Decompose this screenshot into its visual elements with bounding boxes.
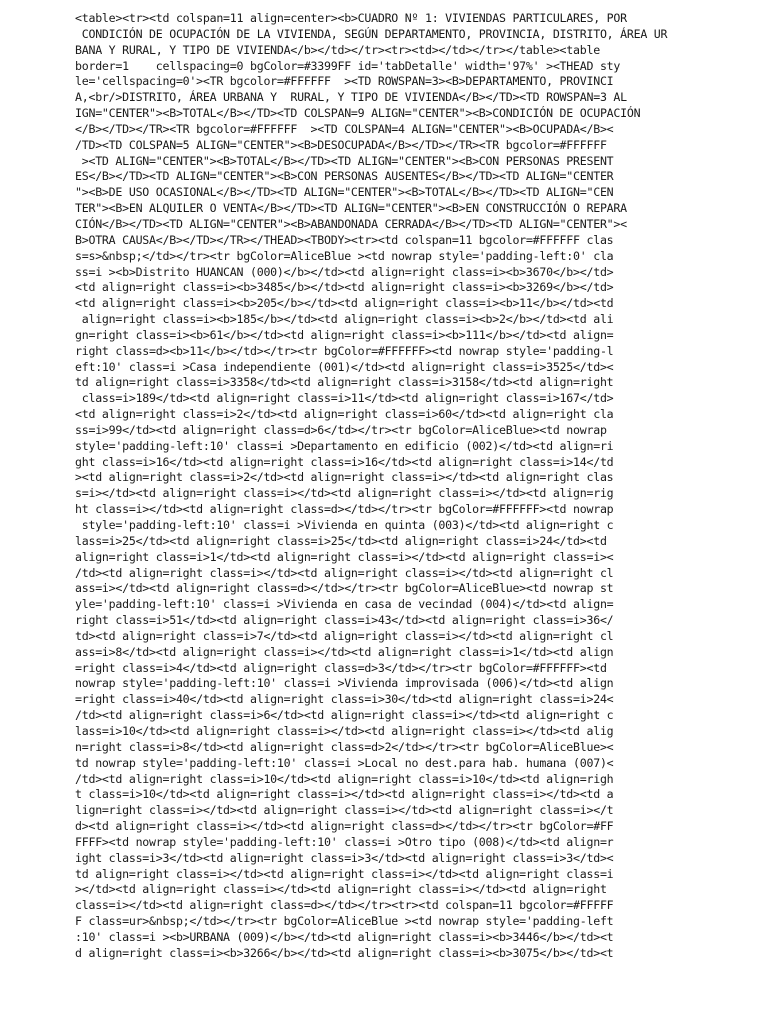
html-source-text: <table><tr><td colspan=11 align=center><b>CUADRO Nº 1: VIVIENDAS PARTICULARES, POR CONDICIÓN DE OCUPACIÓN DE LA VIVIENDA, SEGÚN DEPARTAMENTO, PROVINCIA, DISTRITO, ÁREA UR BANA Y RURAL, Y TIPO DE VIVIENDA</b></td></tr><tr><td></td></tr></table><table border=1 cellspacing=0 bgColor=#3399FF id='tabDetalle' width='97%' ><THEAD sty le='cellspacing=0'><TR bgcolor=#FFFFFF ><TD ROWSPAN=3><B>DEPARTAMENTO, PROVINCI A,<br/>DISTRITO, ÁREA URBANA Y RURAL, Y TIPO DE VIVIENDA</B></TD><TD ROWSPAN=3 AL IGN="CENTER"><B>TOTAL</B></TD><TD COLSPAN=9 ALIGN="CENTER"><B>CONDICIÓN DE OCUPACIÓN </B></TD></TR><TR bgcolor=#FFFFFF ><TD COLSPAN=4 ALIGN="CENTER"><B>OCUPADA</B>< /TD><TD COLSPAN=5 ALIGN="CENTER"><B>DESOCUPADA</B></TD></TR><TR bgcolor=#FFFFFF ><TD ALIGN="CENTER"><B>TOTAL</B></TD><TD ALIGN="CENTER"><B>CON PERSONAS PRESENT ES</B></TD><TD ALIGN="CENTER"><B>CON PERSONAS AUSENTES</B></TD><TD ALIGN="CENTER "><B>DE USO OCASIONAL</B></TD><TD ALIGN="CENTER"><B>TOTAL</B></TD><TD ALIGN="CEN TER"><B>EN ALQUILER O VENTA</B></TD><TD ALIGN="CENTER"><B>EN CONSTRUCCIÓN O REPARA CIÓN</B></TD><TD ALIGN="CENTER"><B>ABANDONADA CERRADA</B></TD><TD ALIGN="CENTER">< B>OTRA CAUSA</B></TD></TR></THEAD><TBODY><tr><td colspan=11 bgcolor=#FFFFFF clas s=s>&nbsp;</td></tr><tr bgColor=AliceBlue ><td nowrap style='padding-left:0' cla ss=i ><b>Distrito HUANCAN (000)</b></td><td align=right class=i><b>3670</b></td> <td align=right class=i><b>3485</b></td><td align=right class=i><b>3269</b></td> <td align=right class=i><b>205</b></td><td align=right class=i><b>11</b></td><td align=right class=i><b>185</b></td><td align=right class=i><b>2</b></td><td ali gn=right class=i><b>61</b></td><td align=right class=i><b>111</b></td><td align= right class=d><b>11</b></td></tr><tr bgColor=#FFFFFF><td nowrap style='padding-l eft:10' class=i >Casa independiente (001)</td><td align=right class=i>3525</td>< td align=right class=i>3358</td><td align=right class=i>3158</td><td align=right class=i>189</td><td align=right class=i>11</td><td align=right class=i>167</td> <td align=right class=i>2</td><td align=right class=i>60</td><td align=right cla ss=i>99</td><td align=right class=d>6</td></tr><tr bgColor=AliceBlue><td nowrap style='padding-left:10' class=i >Departamento en edificio (002)</td><td align=ri ght class=i>16</td><td align=right class=i>16</td><td align=right class=i>14</td ><td align=right class=i>2</td><td align=right class=i></td><td align=right clas s=i></td><td align=right class=i></td><td align=right class=i></td><td align=rig ht class=i></td><td align=right class=d></td></tr><tr bgColor=#FFFFFF><td nowrap style='padding-left:10' class=i >Vivienda en quinta (003)</td><td align=right c lass=i>25</td><td align=right class=i>25</td><td align=right class=i>24</td><td align=right class=i>1</td><td align=right class=i></td><td align=right class=i>< /td><td align=right class=i></td><td align=right class=i></td><td align=right cl ass=i></td><td align=right class=d></td></tr><tr bgColor=AliceBlue><td nowrap st yle='padding-left:10' class=i >Vivienda en casa de vecindad (004)</td><td align= right class=i>51</td><td align=right class=i>43</td><td align=right class=i>36</ td><td align=right class=i>7</td><td align=right class=i></td><td align=right cl ass=i>8</td><td align=right class=i></td><td align=right class=i>1</td><td align =right class=i>4</td><td align=right class=d>3</td></tr><tr bgColor=#FFFFFF><td nowrap style='padding-left:10' class=i >Vivienda improvisada (006)</td><td align =right class=i>40</td><td align=right class=i>30</td><td align=right class=i>24< /td><td align=right class=i>6</td><td align=right class=i></td><td align=right c lass=i>10</td><td align=right class=i></td><td align=right class=i></td><td alig n=right class=i>8</td><td align=right class=d>2</td></tr><tr bgColor=AliceBlue>< td nowrap style='padding-left:10' class=i >Local no dest.para hab. humana (007)< /td><td align=right class=i>10</td><td align=right class=i>10</td><td align=righ t class=i>10</td><td align=right class=i></td><td align=right class=i></td><td a lign=right class=i></td><td align=right class=i></td><td align=right class=i></t d><td align=right class=i></td><td align=right class=d></td></tr><tr bgColor=#FF FFFF><td nowrap style='padding-left:10' class=i >Otro tipo (008)</td><td align=r ight class=i>3</td><td align=right class=i>3</td><td align=right class=i>3</td>< td align=right class=i></td><td align=right class=i></td><td align=right class=i ></td><td align=right class=i></td><td align=right class=i></td><td align=right class=i></td><td align=right class=d></td></tr><tr><td colspan=11 bgcolor=#FFFFF F class=ur>&nbsp;</td></tr><tr bgColor=AliceBlue ><td nowrap style='padding-left :10' class=i ><b>URBANA (009)</b></td><td align=right class=i><b>3446</b></td><t d align=right class=i><b>3266</b></td><td align=right class=i><b>3075</b></td><t (75, 11, 668, 960)
